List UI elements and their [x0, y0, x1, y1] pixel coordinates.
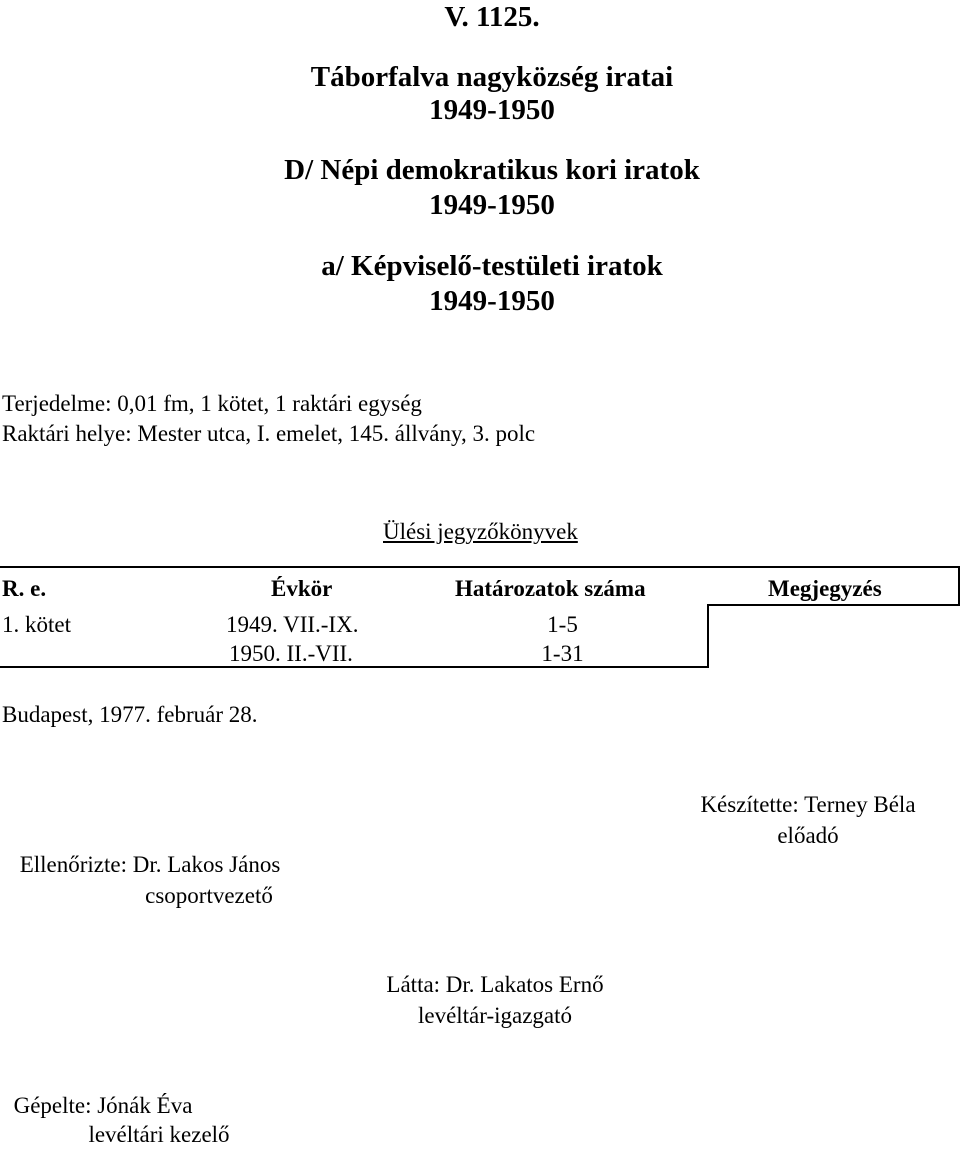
- prepared-by: Készítette: Terney Béla: [700, 792, 916, 817]
- cell-resolutions-1: 1-5: [547, 612, 578, 637]
- extent-line: Terjedelme: 0,01 fm, 1 kötet, 1 raktári egység: [2, 391, 422, 416]
- cell-resolutions-2: 1-31: [541, 641, 584, 666]
- document-reference: V. 1125.: [444, 1, 540, 33]
- header-re: R. e.: [2, 576, 47, 601]
- subsection-years: 1949-1950: [429, 285, 555, 317]
- fonds-years: 1949-1950: [429, 94, 555, 126]
- note-cell-divider: [707, 604, 960, 606]
- section-years: 1949-1950: [429, 189, 555, 221]
- cell-years-2: 1950. II.-VII.: [229, 641, 353, 666]
- seen-by: Látta: Dr. Lakatos Ernő: [386, 972, 604, 997]
- seen-role: levéltár-igazgató: [417, 1003, 573, 1028]
- cell-re: 1. kötet: [2, 612, 71, 637]
- fonds-title: Táborfalva nagyközség iratai: [310, 61, 674, 93]
- subsection-title: a/ Képviselő-testületi iratok: [321, 250, 663, 282]
- cell-years-1: 1949. VII.-IX.: [226, 612, 359, 637]
- location-line: Raktári helye: Mester utca, I. emelet, 145. állvány, 3. polc: [2, 421, 536, 446]
- table-top-border: [0, 566, 960, 568]
- prepared-role: előadó: [777, 823, 839, 848]
- header-resolutions: Határozatok száma: [455, 576, 646, 601]
- section-title: D/ Népi demokratikus kori iratok: [284, 154, 700, 186]
- note-cell-left-border: [707, 604, 709, 668]
- place-date: Budapest, 1977. február 28.: [2, 702, 258, 727]
- typed-by: Gépelte: Jónák Éva: [13, 1093, 193, 1118]
- header-years: Évkör: [271, 576, 333, 601]
- checked-role: csoportvezető: [145, 883, 273, 908]
- header-note: Megjegyzés: [768, 576, 882, 601]
- typed-role: levéltári kezelő: [88, 1122, 230, 1147]
- table-title: Ülési jegyzőkönyvek: [383, 519, 578, 544]
- checked-by: Ellenőrizte: Dr. Lakos János: [19, 852, 281, 877]
